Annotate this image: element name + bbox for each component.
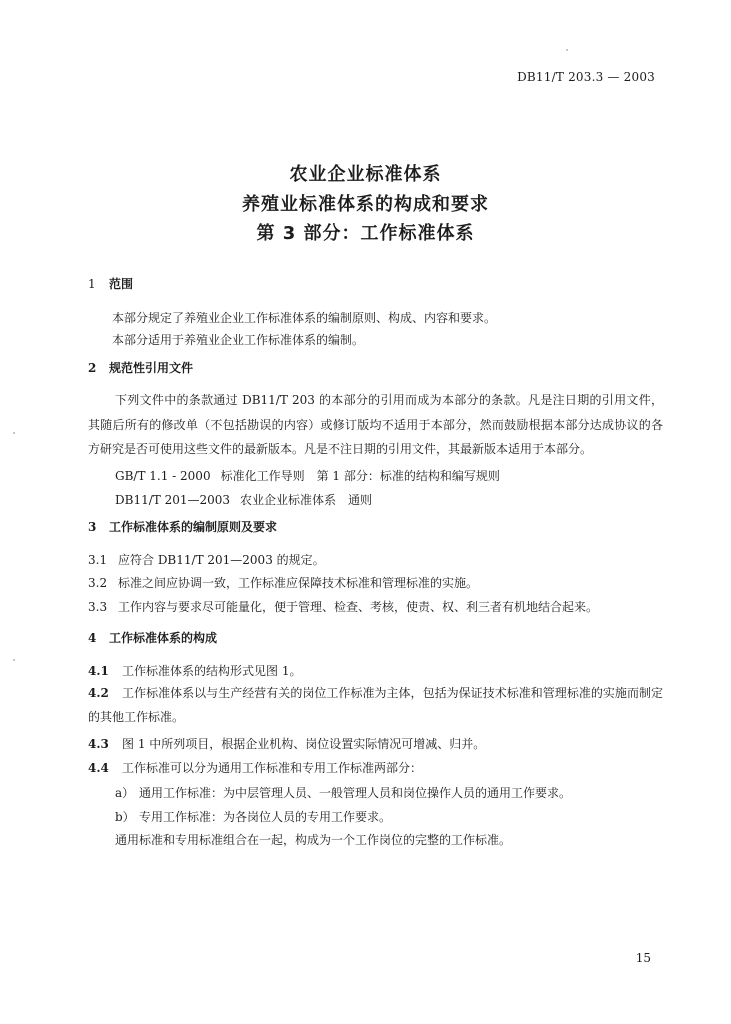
sub-item-label: b）: [115, 810, 135, 824]
section-4-heading: [88, 625, 663, 651]
scan-speck: [13, 432, 15, 434]
sub-item: [88, 780, 690, 806]
reference-item: [88, 487, 690, 513]
section-1-paragraph-1: 本部分规定了养殖业企业工作标准体系的编制原则、构成、内容和要求。: [112, 311, 497, 325]
clause-number: 3.3: [88, 600, 108, 614]
section-1-paragraph-2: 本部分适用于养殖业企业工作标准体系的编制。: [112, 333, 365, 347]
section-1-heading: [88, 271, 663, 297]
reference-item: [88, 463, 690, 489]
scan-speck: [13, 659, 15, 661]
section-title: 工作标准体系的编制原则及要求: [109, 520, 278, 534]
sub-item-text: 通用工作标准：为中层管理人员、一般管理人员和岗位操作人员的通用工作要求。: [139, 786, 572, 800]
section-2-paragraph: 下列文件中的条款通过 DB11/T 203 的本部分的引用而成为本部分的条款。凡是注日期的引用文件，其随后所有的修改单（不包括勘误的内容）或修订版均不适用于本部分，然而鼓励根据本部分达成协议的各方研究是否可使用这些文件的最新版本。凡是不注日期的引用文件，其最新版本适用于本部分。: [88, 393, 663, 456]
clause-item: [88, 731, 663, 757]
clause-number: 4.4: [88, 761, 109, 775]
clause-item: [88, 570, 663, 596]
clause-number: 3.2: [88, 576, 108, 590]
section-title: 范围: [109, 277, 134, 291]
clause-text: 工作标准体系以与生产经营有关的岗位工作标准为主体，包括为保证技术标准和管理标准的实施而制定的其他工作标准。: [88, 686, 663, 724]
clause-number: 4.1: [88, 664, 109, 678]
scan-speck: [566, 49, 568, 51]
clause-number: 4.3: [88, 737, 109, 751]
section-2-heading: [88, 355, 663, 381]
clause-item: [88, 681, 663, 729]
reference-title: 农业企业标准体系 通则: [240, 493, 373, 507]
clause-text: 工作标准可以分为通用工作标准和专用工作标准两部分：: [122, 761, 423, 775]
section-3-heading: [88, 514, 663, 540]
clause-text: 标准之间应协调一致，工作标准应保障技术标准和管理标准的实施。: [118, 576, 479, 590]
section-number: 3: [88, 520, 97, 534]
clause-item: [88, 594, 663, 620]
clause-number: 3.1: [88, 553, 108, 567]
clause-number: 4.2: [88, 686, 109, 700]
clause-text: 应符合 DB11/T 201—2003 的规定。: [118, 553, 325, 567]
section-number: 1: [88, 277, 96, 291]
sub-item-label: a）: [115, 786, 135, 800]
title-line-2: 养殖业标准体系的构成和要求: [242, 194, 489, 215]
clause-text: 工作标准体系的结构形式见图 1。: [122, 664, 302, 678]
clause-text: 工作内容与要求尽可能量化，便于管理、检查、考核，使责、权、利三者有机地结合起来。: [118, 600, 599, 614]
reference-title: 标准化工作导则 第 1 部分：标准的结构和编写规则: [220, 469, 500, 483]
reference-code: DB11/T 201—2003: [115, 493, 231, 507]
document-code: DB11/T 203.3 — 2003: [517, 70, 655, 84]
title-line-1: 农业企业标准体系: [289, 164, 442, 185]
section-number: 2: [88, 361, 97, 375]
clause-text: 图 1 中所列项目，根据企业机构、岗位设置实际情况可增减、归并。: [122, 737, 486, 751]
reference-code: GB/T 1.1 - 2000: [115, 469, 211, 483]
section-4-closing: 通用标准和专用标准组合在一起，构成为一个工作岗位的完整的工作标准。: [115, 833, 512, 847]
section-title: 工作标准体系的构成: [109, 631, 218, 645]
title-line-3: 第 3 部分：工作标准体系: [256, 223, 475, 244]
clause-item: [88, 755, 663, 781]
sub-item-text: 专用工作标准：为各岗位人员的专用工作要求。: [139, 810, 392, 824]
section-number: 4: [88, 631, 97, 645]
section-title: 规范性引用文件: [109, 361, 194, 375]
page-number: 15: [635, 951, 651, 965]
